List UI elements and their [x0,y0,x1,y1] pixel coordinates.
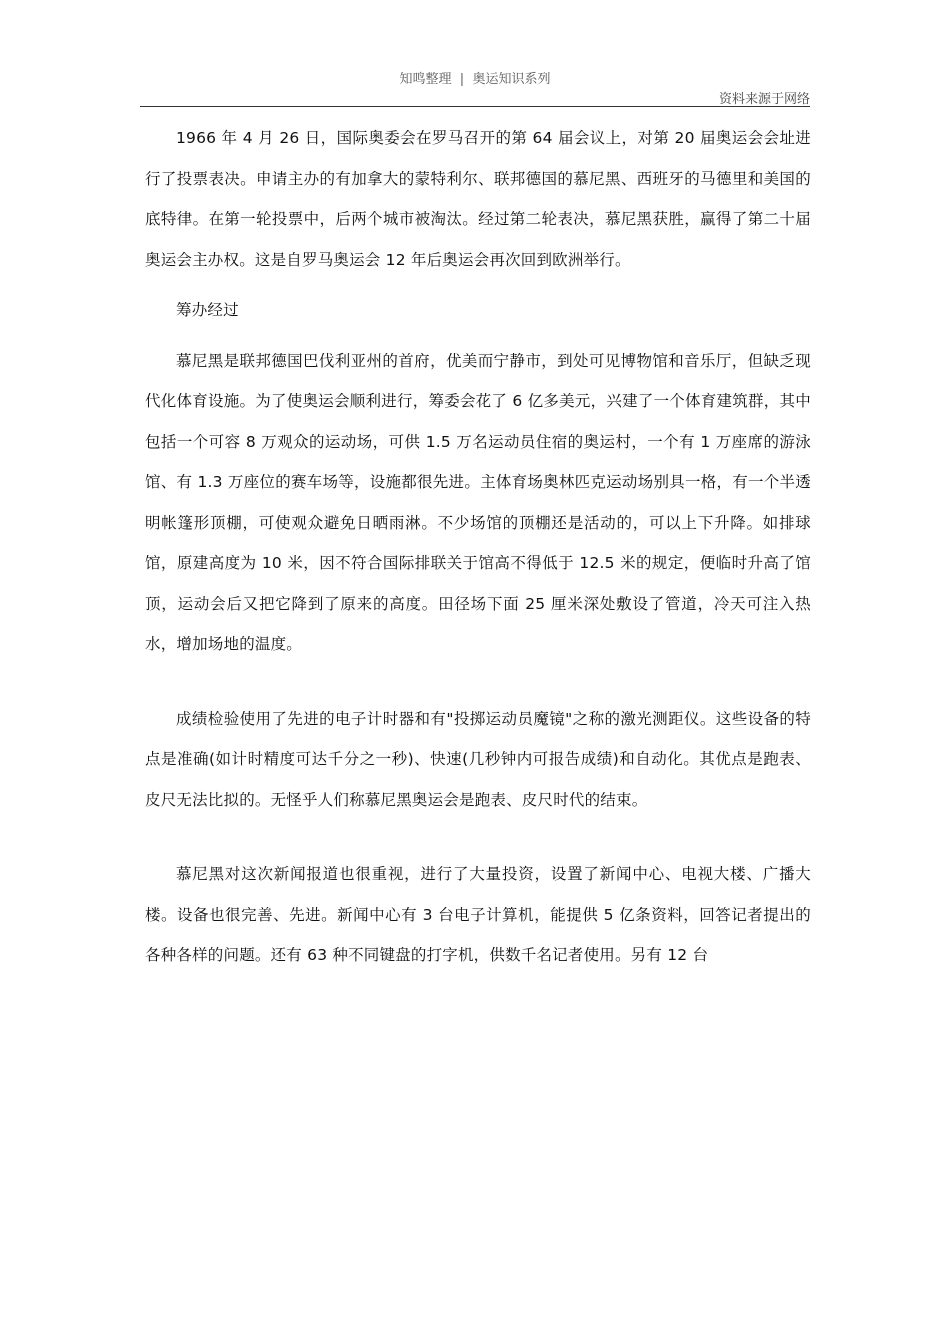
header-title: 知鸣整理 | 奥运知识系列 [399,72,551,87]
section-heading-preparation: 筹办经过 [176,301,239,319]
header-source: 资料来源于网络 [718,92,810,107]
paragraph-facilities: 慕尼黑是联邦德国巴伐利亚州的首府，优美而宁静市，到处可见博物馆和音乐厅，但缺乏现代化体育设施。为了使奥运会顺利进行，筹委会花了 6 亿多美元，兴建了一个体育建筑群，其中包括一个可容 8 万观众的运动场，可供 1.5 万名运动员住宿的奥运村，一个有 1 万座席的游泳馆、有 1.3 万座位的赛车场等，设施都很先进。主体育场奥林匹克运动场别具一格，有一个半透明帐篷形顶棚，可使观众避免日晒雨淋。不少场馆的顶棚还是活动的，可以上下升降。如排球馆，原建高度为 10 米，因不符合国际排联关于馆高不得低于 12.5 米的规定，便临时升高了馆顶，运动会后又把它降到了原来的高度。田径场下面 25 厘米深处敷设了管道，冷天可注入热水，增加场地的温度。 [145,351,811,653]
paragraph-timing-equipment: 成绩检验使用了先进的电子计时器和有"投掷运动员魔镜"之称的激光测距仪。这些设备的特点是准确(如计时精度可达千分之一秒)、快速(几秒钟内可报告成绩)和自动化。其优点是跑表、皮尺无法比拟的。无怪乎人们称慕尼黑奥运会是跑表、皮尺时代的结束。 [145,709,811,809]
paragraph-press-center: 慕尼黑对这次新闻报道也很重视，进行了大量投资，设置了新闻中心、电视大楼、广播大楼。设备也很完善、先进。新闻中心有 3 台电子计算机，能提供 5 亿条资料，回答记者提出的各种各样的问题。还有 63 种不同键盘的打字机，供数千名记者使用。另有 12 台 [145,865,811,964]
header-divider [140,106,810,107]
document-body [145,118,811,976]
paragraph-host-city-vote: 1966 年 4 月 26 日，国际奥委会在罗马召开的第 64 届会议上，对第 20 届奥运会会址进行了投票表决。申请主办的有加拿大的蒙特利尔、联邦德国的慕尼黑、西班牙的马德里和美国的底特律。在第一轮投票中，后两个城市被淘汰。经过第二轮表决，慕尼黑获胜，赢得了第二十届奥运会主办权。这是自罗马奥运会 12 年后奥运会再次回到欧洲举行。 [145,129,811,269]
